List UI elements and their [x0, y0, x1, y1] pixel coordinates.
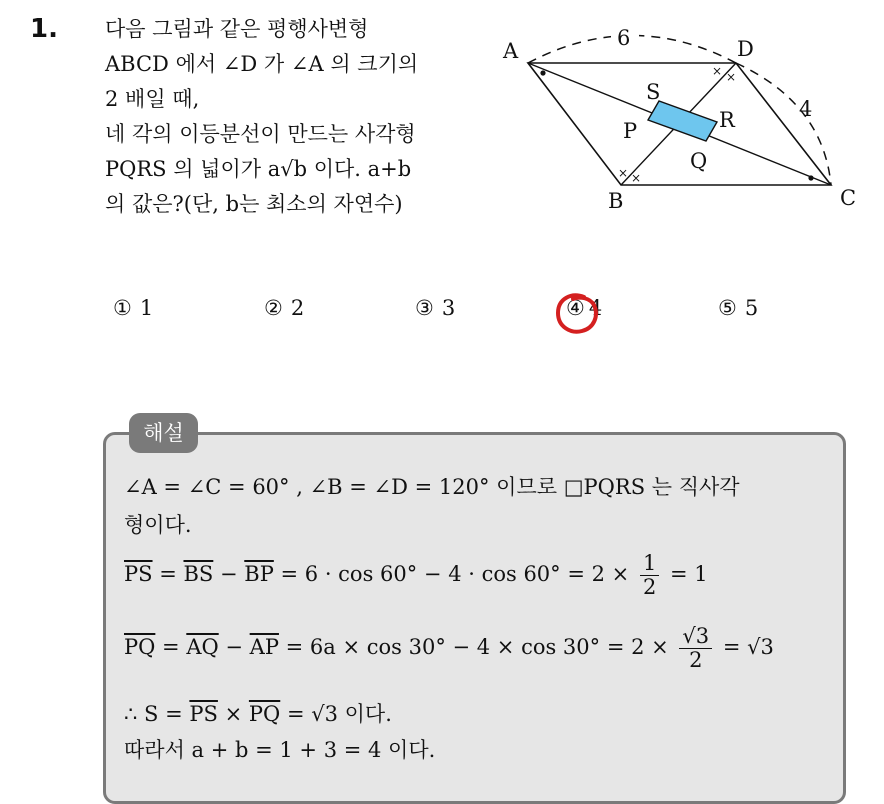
- angle-cross-d1: ×: [712, 64, 723, 78]
- choice-3-symbol: ③: [415, 296, 434, 320]
- solution-line-1: ∠A = ∠C = 60° , ∠B = ∠D = 120° 이므로 □PQRS 는 직사각: [124, 475, 740, 499]
- parallelogram-diagram: [493, 18, 868, 218]
- angle-dot-a: [540, 70, 545, 75]
- question-text: [105, 12, 485, 222]
- choice-5[interactable]: [718, 296, 758, 320]
- choice-5-symbol: ⑤: [718, 296, 737, 320]
- question-number: 1.: [30, 14, 58, 44]
- angle-dot-c: [808, 175, 813, 180]
- label-d: D: [737, 37, 754, 61]
- solution-pq-equation: $\overline{PQ} = \overline{AQ} - \overline{AP} = 6a \times \cos 30^\circ - 4 \times \cos 30^\circ = 2$ × $\frac{√3}{2}$ = √3: [124, 624, 774, 673]
- choice-1[interactable]: [113, 296, 153, 320]
- length-4: 4: [799, 97, 813, 121]
- choice-5-value: 5: [744, 296, 759, 320]
- label-c: C: [840, 186, 857, 210]
- question-line-3: 2 배일 때,: [105, 87, 200, 111]
- solution-final-line: 따라서 a + b = 1 + 3 = 4 이다.: [124, 738, 436, 762]
- angle-cross-b1: ×: [618, 166, 629, 180]
- label-b: B: [608, 189, 624, 213]
- rectangle-pqrs: [648, 101, 717, 141]
- choice-2[interactable]: [264, 296, 304, 320]
- question-line-4: 네 각의 이등분선이 만드는 사각형: [105, 122, 416, 146]
- label-a: A: [503, 39, 519, 63]
- choice-3[interactable]: [415, 296, 455, 320]
- solution-area-line: ∴ $S = \overline{PS} \times \overline{PQ} = √3$ 이다.: [124, 702, 392, 726]
- question-line-6: 의 값은?(단, b는 최소의 자연수): [105, 192, 403, 216]
- label-s: S: [646, 80, 661, 104]
- fraction-root3-half: $\frac{√3}{2}$: [679, 625, 712, 672]
- angle-cross-d2: ×: [726, 70, 737, 84]
- choice-2-symbol: ②: [264, 296, 283, 320]
- label-p: P: [623, 119, 638, 143]
- label-q: Q: [690, 149, 708, 173]
- choice-4-value: 4: [588, 296, 603, 320]
- choice-1-symbol: ①: [113, 296, 132, 320]
- angle-cross-b2: ×: [631, 171, 642, 185]
- fraction-half: $\frac{1}{2}$: [640, 552, 659, 599]
- choice-2-value: 2: [290, 296, 305, 320]
- question-line-2: ABCD 에서 ∠D 가 ∠A 의 크기의: [105, 52, 419, 76]
- question-line-1: 다음 그림과 같은 평행사변형: [105, 17, 369, 41]
- answer-circle-mark: [553, 291, 603, 337]
- choice-4-symbol: ④: [566, 296, 585, 320]
- question-line-5: PQRS 의 넓이가 a√b 이다. a+b: [105, 157, 412, 181]
- length-6: 6: [617, 26, 631, 50]
- solution-tab: 해설: [129, 413, 198, 453]
- solution-ps-equation: $\overline{PS} = \overline{BS} - \overline{BP} = 6 \cdot \cos 60^\circ - 4 \cdot \cos 60^\circ = 2$ × $\frac{1}{2}$ = 1: [124, 551, 708, 600]
- solution-line-2: 형이다.: [124, 513, 192, 537]
- choice-3-value: 3: [441, 296, 456, 320]
- label-r: R: [719, 108, 735, 132]
- choice-1-value: 1: [139, 296, 154, 320]
